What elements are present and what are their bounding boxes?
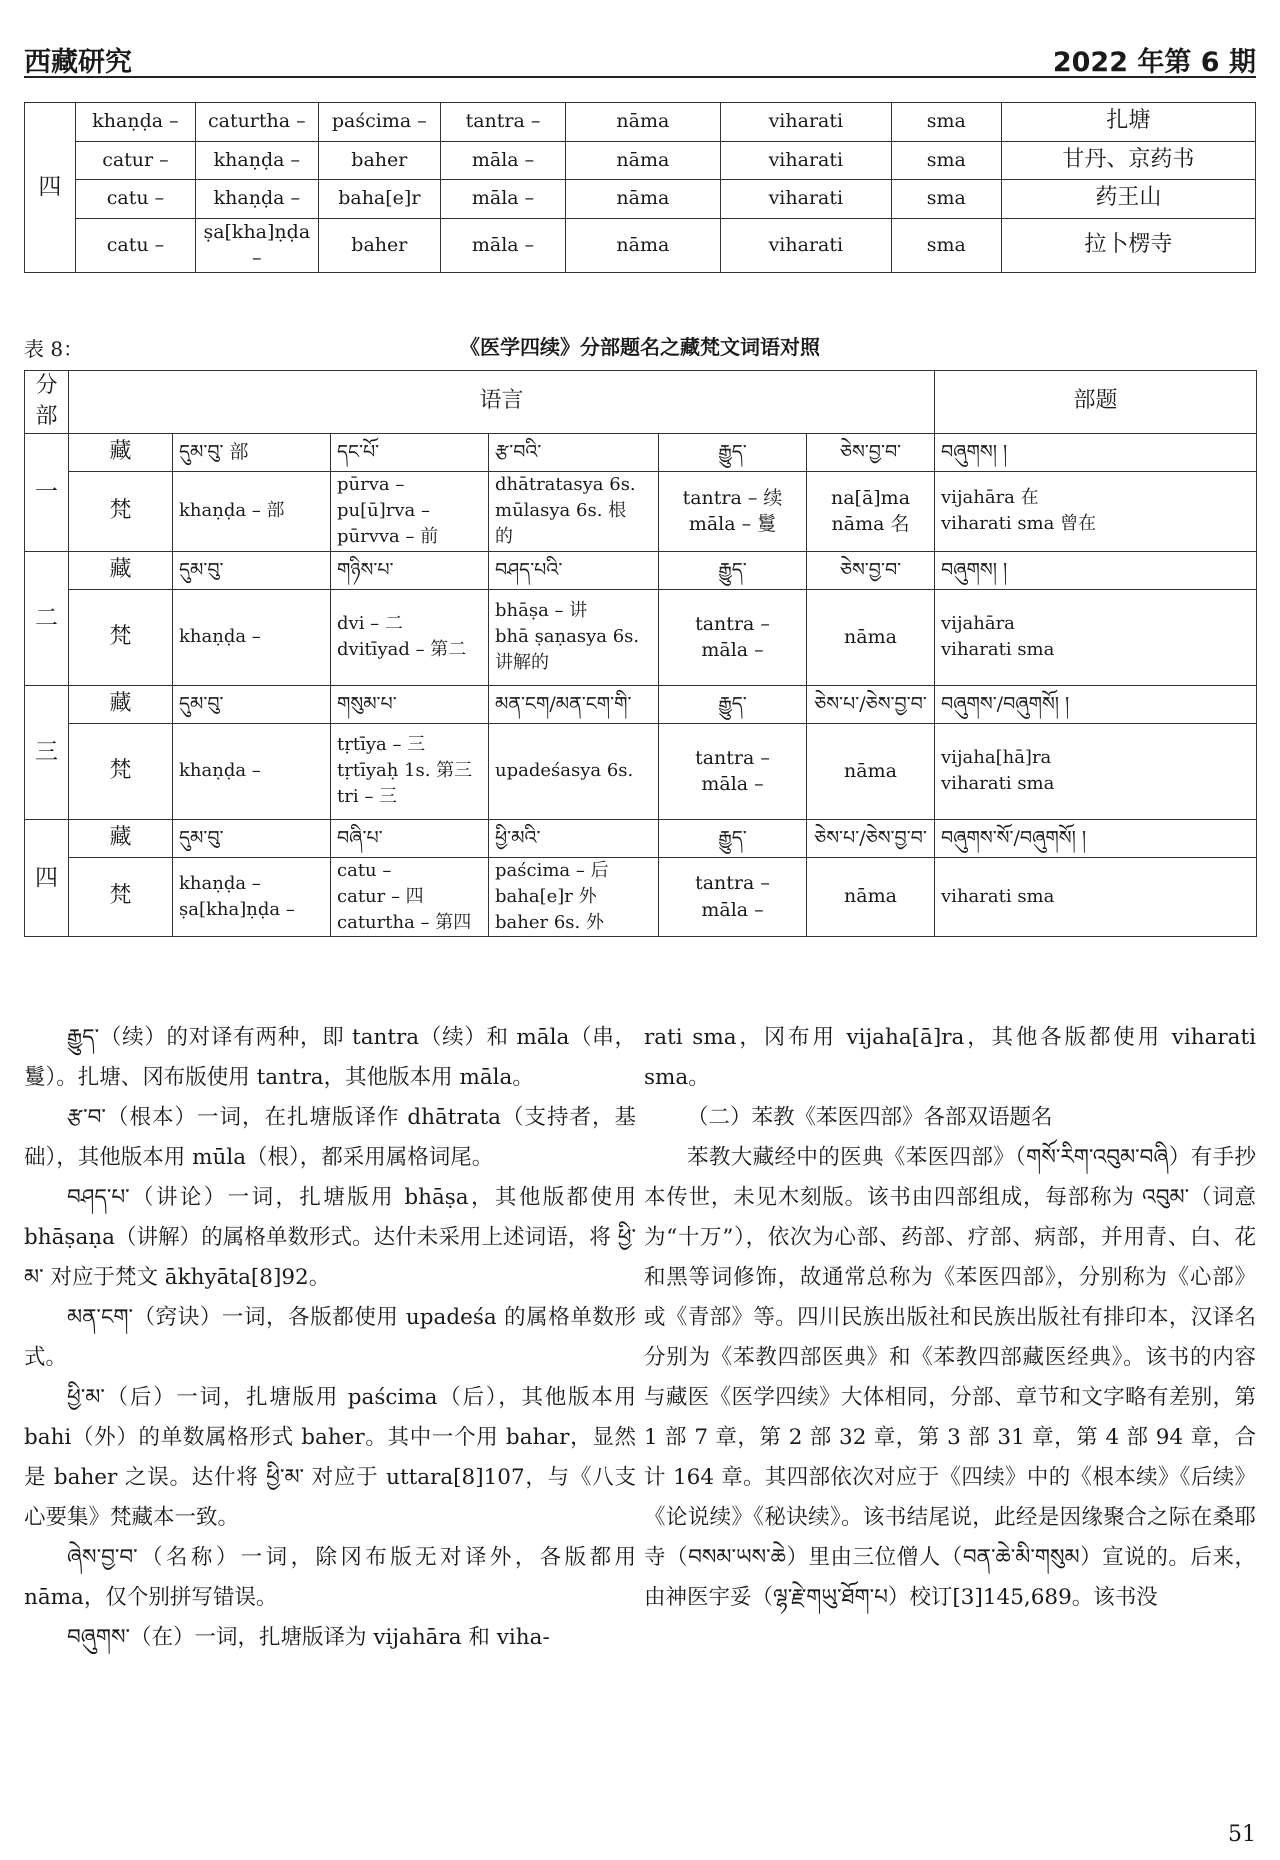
term-line: upadeśasya 6s. <box>495 760 634 782</box>
table-cell: māla – <box>441 218 566 272</box>
table-cell: viharati <box>720 141 891 180</box>
term-line: caturtha – 第四 <box>337 911 472 933</box>
term-line: mūlasya 6s. 根 <box>495 500 627 522</box>
term-line: tantra – <box>695 746 770 769</box>
language-cell-tibetan: 藏 <box>69 685 173 723</box>
sanskrit-term-cell <box>807 471 935 551</box>
term-line: nāma <box>844 625 897 648</box>
sanskrit-term-cell <box>173 589 331 685</box>
table-cell: 扎塘 <box>1001 103 1255 142</box>
tibetan-term-cell: བཞི་པ་ <box>331 819 489 857</box>
table-row <box>25 141 1256 180</box>
tibetan-term-cell: རྒྱུད་ <box>659 819 807 857</box>
language-cell-tibetan: 藏 <box>69 819 173 857</box>
table-cell: viharati <box>720 180 891 219</box>
tibetan-term-cell: དུམ་བུ་ <box>173 551 331 589</box>
term-line: vijaha[hā]ra <box>941 747 1052 768</box>
tibetan-term-cell: ཕྱི་མའི་ <box>489 819 659 857</box>
term-line: baha[e]r 外 <box>495 885 597 907</box>
table-row-tibetan <box>25 685 1257 723</box>
sanskrit-term-cell <box>659 723 807 819</box>
term-line: pu[ū]rva – <box>337 500 430 522</box>
header-cell-section: 分部 <box>25 371 69 434</box>
table-8-title: 《医学四续》分部题名之藏梵文词语对照 <box>460 335 820 359</box>
term-line: māla – <box>701 898 764 921</box>
term-line: vijahāra <box>941 613 1015 634</box>
sanskrit-term-cell <box>489 857 659 936</box>
sanskrit-term-cell <box>659 857 807 936</box>
tibetan-term-cell: བཞུགས། ། <box>935 551 1257 589</box>
tibetan-term-cell: མན་ངག/མན་ངག་གི་ <box>489 685 659 723</box>
paragraph: བཞུགས་（在）一词，扎塘版译为 vijahāra 和 viha- <box>67 1625 550 1650</box>
table-cell: baha[e]r <box>318 180 441 219</box>
sanskrit-term-cell <box>489 589 659 685</box>
header-cell-title: 部题 <box>935 371 1257 434</box>
tibetan-term-cell: ཅེས་པ་/ཅེས་བྱ་བ་ <box>807 685 935 723</box>
table-row-sanskrit <box>25 723 1257 819</box>
tibetan-term-cell: རྒྱུད་ <box>659 433 807 471</box>
table-row-tibetan <box>25 819 1257 857</box>
table-cell: māla – <box>441 141 566 180</box>
paragraph: བཤད་པ་（讲论）一词，扎塘版用 bhāṣa，其他版都使用 bhāṣaṇa（讲解）的属格单数形式。达什未采用上述词语，将 ཕྱི་མ་ 对应于梵文 ākhyāta[8]92。 <box>24 1185 636 1290</box>
section-cell: 四 <box>25 819 69 936</box>
table-cell: viharati <box>720 103 891 142</box>
table-row <box>25 103 1256 142</box>
term-line: khaṇḍa – <box>179 626 261 648</box>
table-row <box>25 180 1256 219</box>
table-cell: viharati <box>720 218 891 272</box>
sanskrit-term-cell <box>489 723 659 819</box>
term-line: māla – <box>701 773 764 796</box>
section-cell: 二 <box>25 551 69 685</box>
term-line: tantra – 续 <box>682 486 783 509</box>
term-line: na[ā]ma <box>830 486 911 509</box>
table-cell: nāma <box>565 180 720 219</box>
paragraph: ཞེས་བྱ་བ་（名称）一词，除冈布版无对译外，各版都用 nāma，仅个别拼写错误。 <box>24 1545 636 1610</box>
sanskrit-term-cell <box>935 589 1257 685</box>
table-row-tibetan <box>25 551 1257 589</box>
table-cell: baher <box>318 141 441 180</box>
sanskrit-term-cell <box>935 857 1257 936</box>
sanskrit-term-cell <box>331 857 489 936</box>
table-cell: ṣa[kha]ṇḍa – <box>196 218 319 272</box>
term-line: viharati sma <box>941 639 1055 661</box>
table-cell: catu – <box>75 180 195 219</box>
paragraph: མན་ངག་（窍诀）一词，各版都使用 upadeśa 的属格单数形式。 <box>24 1305 636 1370</box>
term-line: tantra – <box>695 872 770 895</box>
table-8-label: 表 8： <box>24 337 84 361</box>
sanskrit-term-cell <box>807 723 935 819</box>
table-cell: nāma <box>565 218 720 272</box>
journal-name: 西藏研究 <box>24 47 132 78</box>
tibetan-term-cell: རྒྱུད་ <box>659 551 807 589</box>
term-line: tṛtīya – 三 <box>337 733 426 755</box>
body-column-left <box>24 1018 636 1658</box>
sanskrit-term-cell <box>935 723 1257 819</box>
header-cell-language: 语言 <box>69 371 935 434</box>
table-cell: khaṇḍa – <box>75 103 195 142</box>
language-cell-tibetan: 藏 <box>69 551 173 589</box>
term-line: viharati sma 曾在 <box>941 513 1097 535</box>
paragraph-continuation: rati sma，冈布用 vijaha[ā]ra，其他各版都使用 viharati sma。 <box>644 1025 1256 1090</box>
term-line: ṣa[kha]ṇḍa – <box>179 898 295 920</box>
table-cell: sma <box>891 180 1001 219</box>
term-line: viharati sma <box>941 773 1055 795</box>
term-line: tṛtīyaḥ 1s. 第三 <box>337 760 473 782</box>
section-cell: 三 <box>25 685 69 819</box>
table-row-sanskrit <box>25 589 1257 685</box>
term-line: khaṇḍa – 部 <box>179 500 285 522</box>
table-row <box>25 218 1256 272</box>
term-line: tantra – <box>695 612 770 635</box>
term-line: khaṇḍa – <box>179 872 261 894</box>
term-line: viharati sma <box>941 885 1055 907</box>
issue-label: 2022 年第 6 期 <box>1052 47 1256 78</box>
paragraph: རྒྱུད་（续）的对译有两种，即 tantra（续）和 māla（串，鬘）。扎塘、冈布版使用 tantra，其他版本用 māla。 <box>24 1025 636 1090</box>
running-header <box>24 38 1256 78</box>
term-line: māla – 鬘 <box>688 513 777 536</box>
table-cell: 药王山 <box>1001 180 1255 219</box>
sanskrit-term-cell <box>331 723 489 819</box>
tibetan-term-cell: བཞུགས་སོ་/བཞུགསོ། ། <box>935 819 1257 857</box>
tibetan-term-cell: དུམ་བུ་ 部 <box>173 433 331 471</box>
language-cell-sanskrit: 梵 <box>69 723 173 819</box>
table-cell: catur – <box>75 141 195 180</box>
tibetan-term-cell: བཞུགས་/བཞུགསོ། ། <box>935 685 1257 723</box>
table-cell: 甘丹、京药书 <box>1001 141 1255 180</box>
term-line: nāma 名 <box>831 513 910 536</box>
language-cell-sanskrit: 梵 <box>69 857 173 936</box>
body-column-right <box>644 1018 1256 1618</box>
paragraph: རྩ་བ་（根本）一词，在扎塘版译作 dhātrata（支持者，基础），其他版本用 mūla（根），都采用属格词尾。 <box>24 1105 636 1170</box>
term-line: khaṇḍa – <box>179 760 261 782</box>
table-cell: caturtha – <box>196 103 319 142</box>
tibetan-term-cell: དུམ་བུ་ <box>173 685 331 723</box>
sanskrit-term-cell <box>331 589 489 685</box>
tibetan-term-cell: བཞུགས། ། <box>935 433 1257 471</box>
language-cell-sanskrit: 梵 <box>69 589 173 685</box>
table-row-sanskrit <box>25 857 1257 936</box>
term-line: pūrva – <box>337 473 405 495</box>
language-cell-sanskrit: 梵 <box>69 471 173 551</box>
section-cell: 四 <box>25 103 76 273</box>
term-line: dvi – 二 <box>337 613 403 634</box>
table-8 <box>24 370 1257 937</box>
table-cell: catu – <box>75 218 195 272</box>
table-cell: khaṇḍa – <box>196 141 319 180</box>
sanskrit-term-cell <box>173 471 331 551</box>
tibetan-term-cell: གཉིས་པ་ <box>331 551 489 589</box>
term-line: paścima – 后 <box>495 859 609 881</box>
paragraph: 苯教大藏经中的医典《苯医四部》（གསོ་རིག་འབུམ་བཞི）有手抄本传世，未见木刻版。该书由四部组成，每部称为 འབུམ་（词意为“十万”），依次为心部、药部、疗部、病部，并用青、白、花和黑等词修饰，故通常总称为《苯医四部》，分别称为《心部》或《青部》等。四川民族出版社和民族出版社有排印本，汉译名分别为《苯教四部医典》和《苯教四部藏医经典》。该书的内容与藏医《医学四续》大体相同，分部、章节和文字略有差别，第 1 部 7 章，第 2 部 32 章，第 3 部 31 章，第 4 部 94 章，合计 164 章。其四部依次对应于《四续》中的《根本续》《后续》《论说续》《秘诀续》。该书结尾说，此经是因缘聚合之际在桑耶寺（བསམ་ཡས་ཆེ）里由三位僧人（བན་ཆེ་མི་གསུམ）宣说的。后来，由神医宇妥（ལྷ་རྗེ་གཡུ་ཐོག་པ）校订[3]145,689。该书没 <box>644 1145 1256 1610</box>
tibetan-term-cell: བཤད་པའི་ <box>489 551 659 589</box>
header-row <box>25 371 1257 434</box>
table-cell: sma <box>891 141 1001 180</box>
term-line: nāma <box>844 885 897 908</box>
term-line: catur – 四 <box>337 885 424 907</box>
sanskrit-term-cell <box>935 471 1257 551</box>
sanskrit-term-cell <box>659 471 807 551</box>
term-line: māla – <box>701 639 764 662</box>
sanskrit-term-cell <box>659 589 807 685</box>
term-line: nāma <box>844 759 897 782</box>
tibetan-term-cell: ཅེས་བྱ་བ་ <box>807 551 935 589</box>
term-line: dvitīyad – 第二 <box>337 639 467 661</box>
term-line: catu – <box>337 859 392 881</box>
term-line: dhātratasya 6s. <box>495 473 636 495</box>
language-cell-tibetan: 藏 <box>69 433 173 471</box>
term-line: bhāṣa – 讲 <box>495 599 588 621</box>
table-cell: sma <box>891 218 1001 272</box>
table-cell: khaṇḍa – <box>196 180 319 219</box>
table-7-continuation <box>24 102 1256 273</box>
table-cell: māla – <box>441 180 566 219</box>
term-line: pūrvva – 前 <box>337 526 439 548</box>
sanskrit-term-cell <box>173 723 331 819</box>
table-cell: nāma <box>565 141 720 180</box>
tibetan-term-cell: ཅེས་བྱ་བ་ <box>807 433 935 471</box>
section-cell: 一 <box>25 433 69 551</box>
sanskrit-term-cell <box>807 589 935 685</box>
tibetan-term-cell: རྩ་བའི་ <box>489 433 659 471</box>
tibetan-term-cell: གསུམ་པ་ <box>331 685 489 723</box>
tibetan-term-cell: ཅེས་པ་/ཅེས་བྱ་བ་ <box>807 819 935 857</box>
term-line: 的 <box>495 526 513 548</box>
tibetan-term-cell: དུམ་བུ་ <box>173 819 331 857</box>
term-line: bhā ṣaṇasya 6s. <box>495 626 640 648</box>
page-number: 51 <box>1228 1822 1256 1847</box>
sanskrit-term-cell <box>489 471 659 551</box>
table-row-sanskrit <box>25 471 1257 551</box>
tibetan-term-cell: དང་པོ་ <box>331 433 489 471</box>
table-cell: sma <box>891 103 1001 142</box>
sanskrit-term-cell <box>807 857 935 936</box>
sanskrit-term-cell <box>173 857 331 936</box>
table-cell: nāma <box>565 103 720 142</box>
term-line: tri – 三 <box>337 786 398 808</box>
table-row-tibetan <box>25 433 1257 471</box>
sanskrit-term-cell <box>331 471 489 551</box>
table-cell: tantra – <box>441 103 566 142</box>
tibetan-term-cell: རྒྱུད་ <box>659 685 807 723</box>
section-heading: （二）苯教《苯医四部》各部双语题名 <box>687 1105 1053 1130</box>
paragraph: ཕྱི་མ་（后）一词，扎塘版用 paścima（后），其他版本用 bahi（外）的单数属格形式 baher。其中一个用 bahar，显然是 baher 之误。达什将 ཕྱི་མ་ 对应于 uttara[8]107，与《八支心要集》梵藏本一致。 <box>24 1385 636 1530</box>
term-line: baher 6s. 外 <box>495 911 604 933</box>
table-cell: baher <box>318 218 441 272</box>
table-cell: 拉卜楞寺 <box>1001 218 1255 272</box>
term-line: 讲解的 <box>495 652 549 674</box>
table-cell: paścima – <box>318 103 441 142</box>
term-line: vijahāra 在 <box>941 487 1039 508</box>
